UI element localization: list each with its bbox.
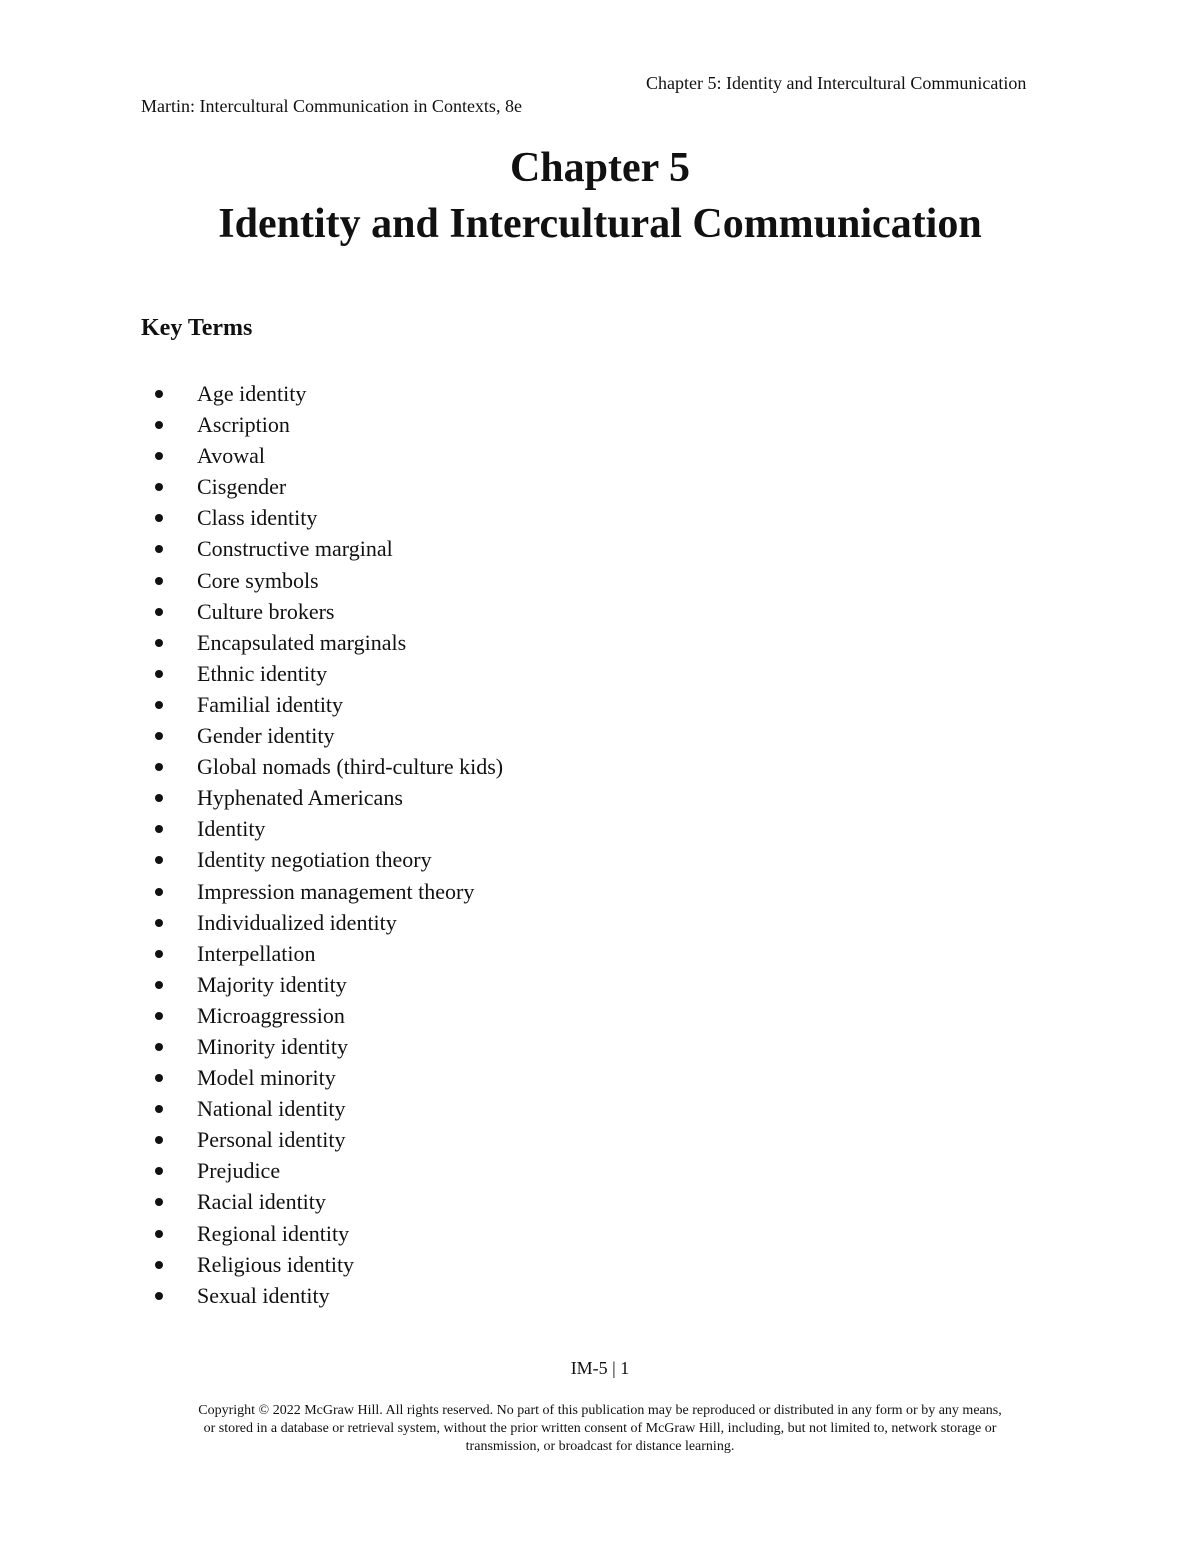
key-term-label: Ethnic identity bbox=[197, 660, 328, 686]
bullet-icon bbox=[155, 1198, 163, 1206]
key-term-label: Prejudice bbox=[197, 1158, 281, 1184]
bullet-icon bbox=[155, 1043, 163, 1051]
bullet-icon bbox=[155, 639, 163, 647]
key-term-label: Class identity bbox=[197, 505, 318, 531]
key-term-label: Religious identity bbox=[197, 1251, 355, 1277]
bullet-icon bbox=[155, 1230, 163, 1238]
copyright-line: or stored in a database or retrieval system, without the prior written consent of McGraw Hill, including, but not limited to, network storage or bbox=[203, 1421, 997, 1436]
key-term-label: Constructive marginal bbox=[197, 536, 393, 562]
page-number: IM-5 | 1 bbox=[570, 1358, 630, 1378]
bullet-icon bbox=[155, 514, 163, 522]
key-term-label: Model minority bbox=[197, 1065, 336, 1091]
bullet-icon bbox=[155, 608, 163, 616]
bullet-icon bbox=[155, 794, 163, 802]
bullet-icon bbox=[155, 1167, 163, 1175]
key-term-label: Identity bbox=[197, 816, 266, 842]
bullet-icon bbox=[155, 1105, 163, 1113]
key-term-label: Culture brokers bbox=[197, 598, 335, 624]
running-header-chapter: Chapter 5: Identity and Intercultural Communication bbox=[646, 73, 1027, 93]
key-term-label: Global nomads (third-culture kids) bbox=[197, 754, 504, 780]
key-term-label: Core symbols bbox=[197, 567, 319, 593]
bullet-icon bbox=[155, 483, 163, 491]
key-term-label: National identity bbox=[197, 1096, 346, 1122]
bullet-icon bbox=[155, 1292, 163, 1300]
bullet-icon bbox=[155, 577, 163, 585]
bullet-icon bbox=[155, 950, 163, 958]
key-term-label: Encapsulated marginals bbox=[197, 629, 407, 655]
bullet-icon bbox=[155, 421, 163, 429]
bullet-icon bbox=[155, 732, 163, 740]
copyright-notice bbox=[140, 1402, 1060, 1456]
bullet-icon bbox=[155, 919, 163, 927]
key-term-label: Hyphenated Americans bbox=[197, 785, 403, 811]
bullet-icon bbox=[155, 1012, 163, 1020]
key-term-label: Impression management theory bbox=[197, 878, 475, 904]
key-term-label: Avowal bbox=[197, 443, 266, 469]
bullet-icon bbox=[155, 452, 163, 460]
chapter-title bbox=[0, 140, 1200, 252]
copyright-line: transmission, or broadcast for distance learning. bbox=[465, 1439, 735, 1454]
bullet-icon bbox=[155, 825, 163, 833]
bullet-icon bbox=[155, 888, 163, 896]
key-term-label: Interpellation bbox=[197, 940, 316, 966]
key-term-label: Sexual identity bbox=[197, 1282, 330, 1308]
bullet-icon bbox=[155, 1261, 163, 1269]
key-term-label: Cisgender bbox=[197, 474, 287, 500]
bullet-icon bbox=[155, 856, 163, 864]
bullet-icon bbox=[155, 1074, 163, 1082]
running-header-book: Martin: Intercultural Communication in Contexts, 8e bbox=[141, 96, 522, 116]
bullet-icon bbox=[155, 390, 163, 398]
key-term-label: Majority identity bbox=[197, 971, 347, 997]
key-term-label: Gender identity bbox=[197, 723, 335, 749]
bullet-icon bbox=[155, 545, 163, 553]
bullet-icon bbox=[155, 701, 163, 709]
chapter-subtitle: Identity and Intercultural Communication bbox=[218, 201, 982, 247]
bullet-icon bbox=[155, 1136, 163, 1144]
key-term-label: Regional identity bbox=[197, 1220, 350, 1246]
key-term-label: Familial identity bbox=[197, 691, 344, 717]
bullet-icon bbox=[155, 981, 163, 989]
key-term-label: Personal identity bbox=[197, 1127, 346, 1153]
key-term-label: Minority identity bbox=[197, 1033, 348, 1059]
key-term-label: Microaggression bbox=[197, 1002, 345, 1028]
key-term-label: Identity negotiation theory bbox=[197, 847, 432, 873]
key-term-label: Ascription bbox=[197, 412, 290, 438]
key-term-label: Individualized identity bbox=[197, 909, 397, 935]
key-term-label: Racial identity bbox=[197, 1189, 326, 1215]
key-terms-heading: Key Terms bbox=[141, 315, 253, 341]
copyright-line: Copyright © 2022 McGraw Hill. All rights reserved. No part of this publication may be reproduced or distributed in any form or by any means, bbox=[198, 1403, 1002, 1418]
bullet-icon bbox=[155, 763, 163, 771]
key-term-label: Age identity bbox=[197, 381, 307, 406]
bullet-icon bbox=[155, 670, 163, 678]
chapter-number: Chapter 5 bbox=[509, 145, 691, 191]
